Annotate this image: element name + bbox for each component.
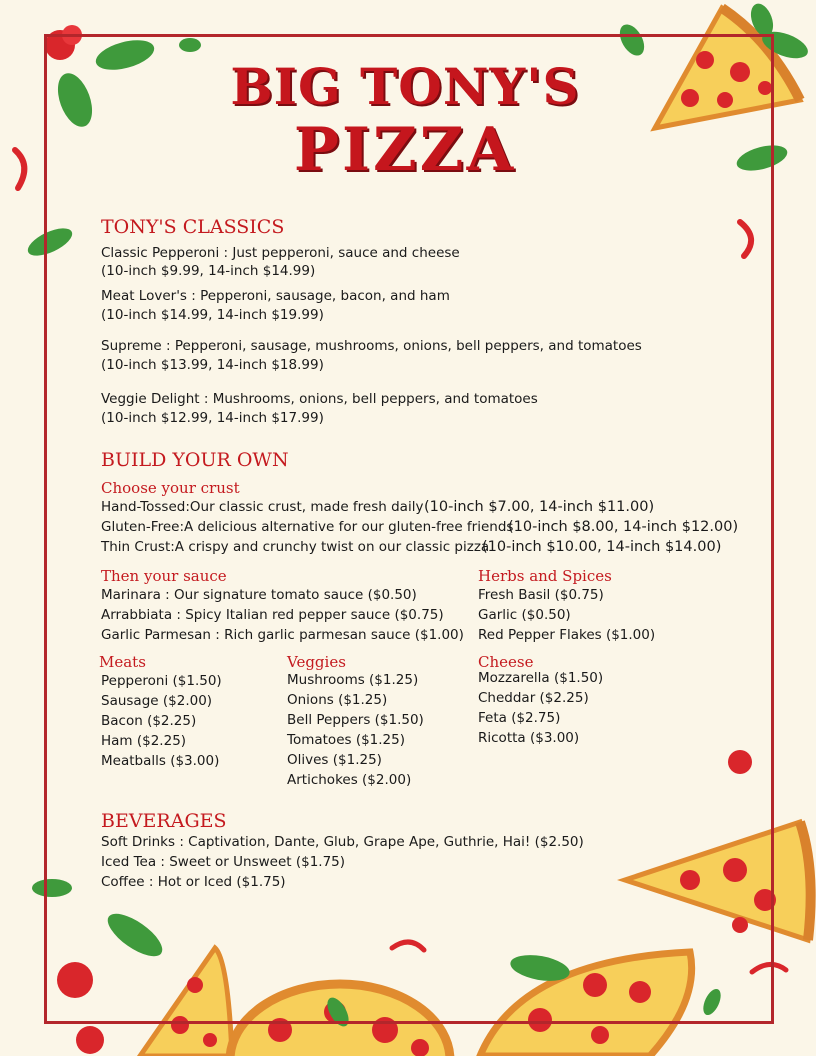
cheese-item: Cheddar ($2.25) [478,690,589,706]
crust-option [101,537,751,557]
cheese-item: Mozzarella ($1.50) [478,670,604,686]
veggie-item: Olives ($1.25) [287,752,382,768]
beverages-heading: BEVERAGES [101,810,227,832]
classic-item-price: (10-inch $9.99, 14-inch $14.99) [101,263,316,279]
herb-item: Red Pepper Flakes ($1.00) [478,627,656,643]
veggie-item: Artichokes ($2.00) [287,772,412,788]
title-line-2: PIZZA [293,115,517,185]
meat-item: Sausage ($2.00) [101,693,213,709]
meats-heading: Meats [99,653,146,671]
herbs-list [478,585,655,645]
crust-description: Thin Crust:A crispy and crunchy twist on our classic pizza [101,539,490,555]
veggie-item: Mushrooms ($1.25) [287,672,419,688]
crust-option [101,497,751,517]
meat-item: Ham ($2.25) [101,733,187,749]
beverage-item: Iced Tea : Sweet or Unsweet ($1.75) [101,854,346,870]
herb-item: Fresh Basil ($0.75) [478,587,604,603]
classic-item-description: Meat Lover's : Pepperoni, sausage, bacon, and ham [101,288,450,304]
veggies-heading: Veggies [287,653,346,671]
classic-item-description: Classic Pepperoni : Just pepperoni, sauce and cheese [101,245,460,261]
sauce-heading: Then your sauce [101,567,227,585]
classics-heading: TONY'S CLASSICS [101,216,285,238]
cheese-heading: Cheese [478,653,534,671]
cheese-item: Feta ($2.75) [478,710,561,726]
classic-item-description: Supreme : Pepperoni, sausage, mushrooms, onions, bell peppers, and tomatoes [101,338,642,354]
crust-price: (10-inch $8.00, 14-inch $12.00) [508,519,739,535]
meat-item: Pepperoni ($1.50) [101,673,222,689]
classic-item-price: (10-inch $14.99, 14-inch $19.99) [101,307,324,323]
meats-list [101,671,222,771]
menu-title [230,57,580,185]
classic-item-description: Veggie Delight : Mushrooms, onions, bell peppers, and tomatoes [101,391,538,407]
crust-heading: Choose your crust [101,479,240,497]
meat-item: Bacon ($2.25) [101,713,197,729]
crust-option [101,517,751,537]
crust-description: Gluten-Free:A delicious alternative for our gluten-free friends [101,519,514,535]
veggies-list [287,670,424,790]
cheese-item: Ricotta ($3.00) [478,730,580,746]
sauce-item: Arrabbiata : Spicy Italian red pepper sauce ($0.75) [101,607,444,623]
sauce-item: Marinara : Our signature tomato sauce ($0.50) [101,587,417,603]
crust-price: (10-inch $10.00, 14-inch $14.00) [482,539,722,555]
build-heading: BUILD YOUR OWN [101,449,289,471]
veggie-item: Bell Peppers ($1.50) [287,712,424,728]
veggie-item: Tomatoes ($1.25) [287,732,405,748]
sauce-list [101,585,464,645]
crust-description: Hand-Tossed:Our classic crust, made fresh daily [101,499,424,515]
herbs-heading: Herbs and Spices [478,567,612,585]
beverage-item: Soft Drinks : Captivation, Dante, Glub, Grape Ape, Guthrie, Hai! ($2.50) [101,834,584,850]
beverages-list [101,832,584,892]
sauce-item: Garlic Parmesan : Rich garlic parmesan sauce ($1.00) [101,627,464,643]
herb-item: Garlic ($0.50) [478,607,571,623]
title-line-1: BIG TONY'S [230,57,580,116]
beverage-item: Coffee : Hot or Iced ($1.75) [101,874,286,890]
classic-item-price: (10-inch $12.99, 14-inch $17.99) [101,410,324,426]
cheese-list [478,668,603,748]
meat-item: Meatballs ($3.00) [101,753,220,769]
crust-price: (10-inch $7.00, 14-inch $11.00) [424,499,655,515]
classic-item-price: (10-inch $13.99, 14-inch $18.99) [101,357,324,373]
veggie-item: Onions ($1.25) [287,692,388,708]
